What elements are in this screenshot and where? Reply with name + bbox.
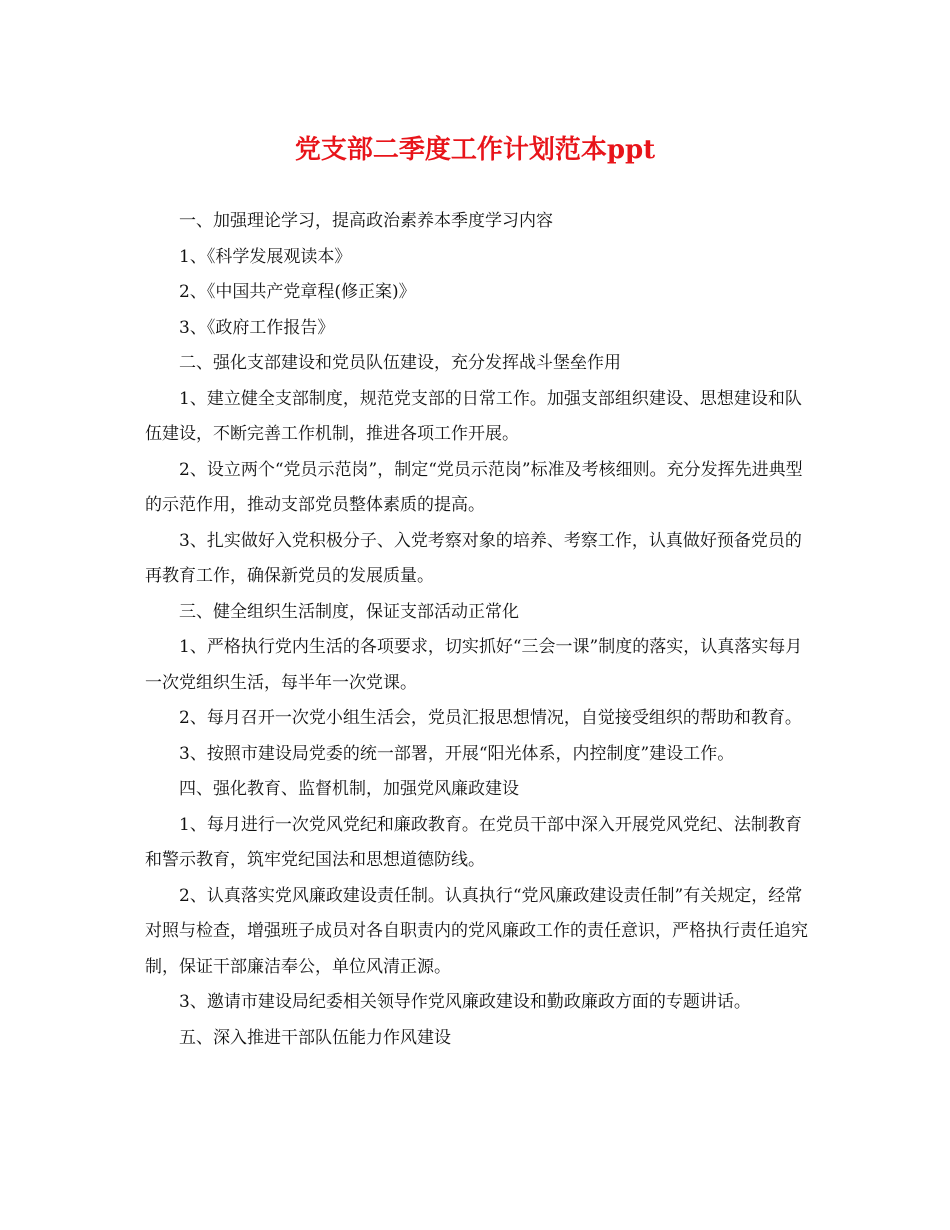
list-item: 2、每月召开一次党小组生活会，党员汇报思想情况，自觉接受组织的帮助和教育。 — [179, 708, 802, 728]
list-item: 1、严格执行党内生活的各项要求，切实抓好“三会一课”制度的落实，认真落实每月一次党组织生活，每半年一次党课。 — [145, 637, 803, 693]
document-title: 党支部二季度工作计划范本ppt — [294, 135, 656, 165]
list-item: 3、按照市建设局党委的统一部署，开展“阳光体系，内控制度”建设工作。 — [179, 743, 735, 764]
document-body — [145, 204, 810, 1056]
list-item: 2、《中国共产党章程(修正案)》 — [179, 282, 416, 302]
list-item: 1、建立健全支部制度，规范党支部的日常工作。加强支部组织建设、思想建设和队伍建设，不断完善工作机制，推进各项工作开展。 — [145, 388, 802, 444]
list-item: 1、每月进行一次党风党纪和廉政教育。在党员干部中深入开展党风党纪、法制教育和警示教育，筑牢党纪国法和思想道德防线。 — [145, 814, 802, 870]
heading-section-3: 三、健全组织生活制度，保证支部活动正常化 — [179, 601, 519, 622]
list-item: 3、邀请市建设局纪委相关领导作党风廉政建设和勤政廉政方面的专题讲话。 — [179, 992, 751, 1012]
list-item: 2、设立两个“党员示范岗”，制定“党员示范岗”标准及考核细则。充分发挥先进典型的示范作用，推动支部党员整体素质的提高。 — [145, 459, 803, 515]
heading-section-4: 四、强化教育、监督机制，加强党风廉政建设 — [179, 779, 519, 799]
heading-section-5: 五、深入推进干部队伍能力作风建设 — [179, 1027, 451, 1048]
list-item: 2、认真落实党风廉政建设责任制。认真执行“党风廉政建设责任制”有关规定，经常对照与检查，增强班子成员对各自职责内的党风廉政工作的责任意识，严格执行责任追究制，保证干部廉洁奉公，单位风清正源。 — [145, 885, 808, 977]
heading-section-1: 一、加强理论学习，提高政治素养本季度学习内容 — [179, 211, 553, 231]
list-item: 1、《科学发展观读本》 — [179, 246, 352, 267]
list-item: 3、《政府工作报告》 — [179, 317, 335, 338]
list-item: 3、扎实做好入党积极分子、入党考察对象的培养、考察工作，认真做好预备党员的再教育工作，确保新党员的发展质量。 — [145, 530, 802, 586]
heading-section-2: 二、强化支部建设和党员队伍建设，充分发挥战斗堡垒作用 — [179, 353, 621, 373]
